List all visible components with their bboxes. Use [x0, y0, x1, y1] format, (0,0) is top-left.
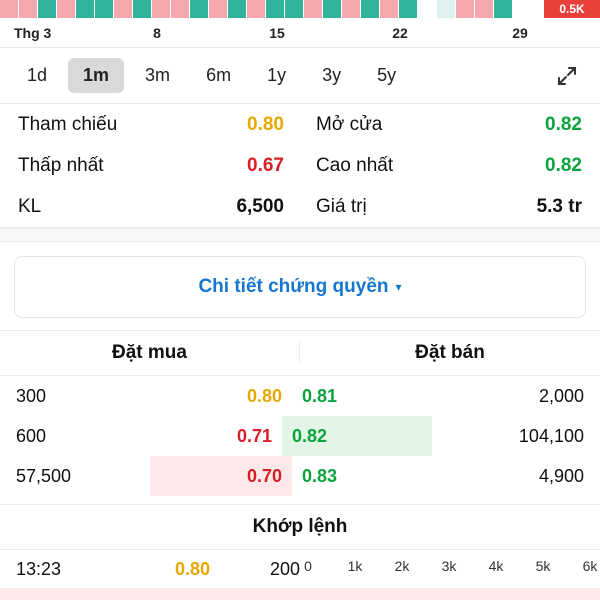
sell-quantity: 4,900	[538, 465, 584, 486]
section-divider	[0, 228, 600, 242]
axis-tick-label: 15	[269, 24, 285, 41]
stat-cell	[300, 155, 598, 177]
sell-price: 0.81	[302, 385, 338, 406]
volume-bar	[228, 0, 246, 18]
stat-cell	[2, 155, 300, 177]
volume-bars	[0, 0, 600, 18]
volume-bar	[133, 0, 151, 18]
matched-volume: 200	[269, 558, 300, 579]
matched-order-row	[0, 550, 300, 588]
volume-bar	[190, 0, 208, 18]
volume-bar	[209, 0, 227, 18]
stat-value: 6,500	[236, 195, 284, 217]
stat-value: 0.67	[247, 154, 284, 176]
volume-bar	[475, 0, 493, 18]
volume-bar	[304, 0, 322, 18]
matched-volume-tick: 6k	[582, 558, 598, 574]
buy-price: 0.70	[150, 456, 292, 496]
orderbook-row[interactable]	[0, 416, 600, 456]
volume-bar	[323, 0, 341, 18]
stat-cell	[300, 196, 598, 218]
buy-price: 0.80	[246, 385, 282, 406]
range-tab-6m[interactable]: 6m	[206, 65, 232, 85]
stat-label: Cao nhất	[316, 154, 394, 176]
warrant-detail-label: Chi tiết chứng quyền	[198, 276, 389, 297]
matched-volume-axis	[300, 550, 600, 588]
stat-cell	[300, 114, 598, 136]
volume-bar	[418, 0, 436, 18]
matched-volume-tick: 0	[304, 558, 312, 574]
matched-orders-list	[0, 550, 300, 588]
expand-icon[interactable]	[554, 63, 580, 89]
chart-date-axis	[0, 18, 600, 48]
orderbook-sell-header: Đặt bán	[415, 342, 485, 363]
volume-bar	[95, 0, 113, 18]
chevron-down-icon: ▾	[395, 280, 402, 294]
stat-row	[2, 186, 598, 227]
matched-volume-tick: 5k	[535, 558, 551, 574]
range-tab-1m[interactable]: 1m	[68, 58, 124, 93]
axis-tick-label: Thg 3	[14, 24, 52, 41]
range-tab-3y[interactable]: 3y	[322, 65, 342, 85]
stat-row	[2, 145, 598, 186]
range-tabs[interactable]	[12, 58, 417, 93]
buy-price: 0.71	[236, 425, 272, 446]
volume-bar	[38, 0, 56, 18]
volume-bar	[114, 0, 132, 18]
volume-bar	[0, 0, 18, 18]
matched-time: 13:23	[16, 558, 62, 579]
matched-price: 0.80	[174, 558, 210, 579]
matched-volume-ticks	[300, 558, 600, 578]
volume-bar	[266, 0, 284, 18]
matched-orders-header: Khớp lệnh	[0, 504, 600, 550]
axis-tick-label: 8	[153, 24, 161, 41]
stat-cell	[2, 196, 300, 218]
stat-value: 5.3 tr	[536, 195, 582, 217]
matched-volume-tick: 4k	[488, 558, 504, 574]
volume-bar	[361, 0, 379, 18]
range-tab-1d[interactable]: 1d	[27, 65, 48, 85]
stat-label: Thấp nhất	[18, 154, 104, 176]
axis-tick-label: 22	[392, 24, 408, 41]
orderbook-row[interactable]	[0, 456, 600, 496]
sell-quantity: 2,000	[538, 385, 584, 406]
stat-value: 0.82	[545, 113, 582, 135]
sell-quantity: 104,100	[518, 425, 584, 446]
volume-bar	[152, 0, 170, 18]
volume-bar	[456, 0, 474, 18]
volume-bar	[247, 0, 265, 18]
axis-tick-label: 29	[512, 24, 528, 41]
stat-label: Giá trị	[316, 195, 367, 217]
volume-bar	[380, 0, 398, 18]
volume-chart-strip	[0, 0, 600, 18]
warrant-detail-button[interactable]	[14, 256, 586, 318]
buy-quantity: 57,500	[16, 465, 72, 486]
stat-label: Tham chiếu	[18, 113, 118, 135]
orderbook-header	[0, 330, 600, 376]
stat-label: Mở cửa	[316, 113, 383, 135]
matched-volume-tick: 2k	[394, 558, 410, 574]
range-tab-3m[interactable]: 3m	[145, 65, 171, 85]
stat-value: 0.80	[247, 113, 284, 135]
stat-cell	[2, 114, 300, 136]
volume-bar	[57, 0, 75, 18]
volume-bar	[399, 0, 417, 18]
range-selector[interactable]	[0, 48, 600, 104]
range-tab-5y[interactable]: 5y	[377, 65, 397, 85]
buy-quantity: 300	[16, 385, 47, 406]
range-tab-1y[interactable]: 1y	[267, 65, 287, 85]
sell-price: 0.82	[282, 416, 432, 456]
buy-quantity: 600	[16, 425, 47, 446]
matched-volume-tick: 3k	[441, 558, 457, 574]
orderbook-row[interactable]	[0, 376, 600, 416]
orderbook-rows	[0, 376, 600, 496]
sell-price: 0.83	[302, 465, 338, 486]
stat-value: 0.82	[545, 154, 582, 176]
volume-bar	[342, 0, 360, 18]
orderbook-buy-header: Đặt mua	[0, 342, 300, 364]
volume-bar	[19, 0, 37, 18]
bottom-accent-strip	[0, 588, 600, 600]
volume-axis-badge: 0.5K	[544, 0, 600, 18]
volume-bar	[437, 0, 455, 18]
volume-bar	[76, 0, 94, 18]
stat-row	[2, 104, 598, 145]
matched-orders-body	[0, 550, 600, 588]
volume-bar	[171, 0, 189, 18]
matched-volume-tick: 1k	[347, 558, 363, 574]
volume-bar	[285, 0, 303, 18]
stats-grid	[0, 104, 600, 228]
stat-label: KL	[18, 195, 42, 217]
volume-bar	[494, 0, 512, 18]
